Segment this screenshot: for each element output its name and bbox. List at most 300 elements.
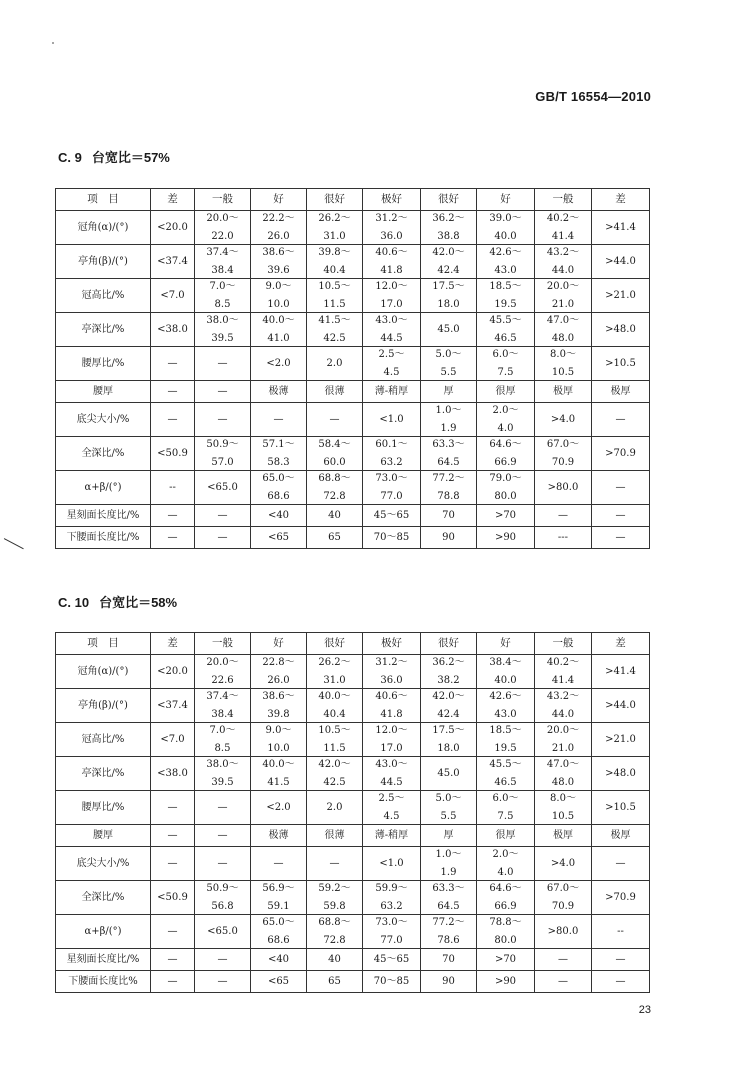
range-start: 1.0～ <box>435 848 462 860</box>
range-start: 37.4～ <box>206 246 239 258</box>
row-label: 全深比/% <box>56 437 151 471</box>
table-cell: >44.0 <box>592 689 650 723</box>
column-header: 很好 <box>421 189 477 211</box>
table-cell <box>251 915 307 949</box>
range-cell <box>535 760 591 788</box>
range-cell <box>363 440 420 468</box>
section-title: 台宽比＝57% <box>91 150 170 165</box>
range-start: 6.0～ <box>492 792 519 804</box>
range-start: 56.9～ <box>262 882 295 894</box>
range-cell <box>421 282 476 310</box>
range-end: 31.0 <box>323 674 346 686</box>
row-label: 下腰面长度比% <box>56 971 151 993</box>
table-cell <box>477 881 535 915</box>
table-cell: <37.4 <box>151 689 195 723</box>
table-cell <box>363 791 421 825</box>
range-end: 63.2 <box>380 900 403 912</box>
table-row <box>56 403 650 437</box>
table-cell: 极厚 <box>535 381 592 403</box>
range-cell <box>477 692 534 720</box>
range-cell <box>477 850 534 878</box>
table-cell: 极厚 <box>592 381 650 403</box>
range-end: 66.9 <box>494 456 517 468</box>
range-end: 41.4 <box>551 674 575 686</box>
range-start: 10.5～ <box>318 724 351 736</box>
range-cell <box>421 692 476 720</box>
table-cell <box>477 211 535 245</box>
table-cell: — <box>307 403 363 437</box>
table-cell: >44.0 <box>592 245 650 279</box>
table-cell: — <box>251 847 307 881</box>
range-cell <box>307 760 362 788</box>
table-cell <box>421 689 477 723</box>
table-cell <box>535 279 592 313</box>
table-cell <box>477 437 535 471</box>
range-start: 43.0～ <box>375 314 408 326</box>
table-cell: — <box>195 505 251 527</box>
table-row <box>56 847 650 881</box>
table-cell <box>477 471 535 505</box>
table-cell <box>477 723 535 757</box>
table-cell: 厚 <box>421 825 477 847</box>
column-header: 项 目 <box>56 189 151 211</box>
range-end: 40.4 <box>323 708 346 720</box>
table-cell: 70～85 <box>363 527 421 549</box>
row-label: 冠高比/% <box>56 723 151 757</box>
range-start: 40.2～ <box>546 656 580 668</box>
range-start: 40.0～ <box>262 314 295 326</box>
range-cell <box>195 440 250 468</box>
range-start: 42.0～ <box>318 758 351 770</box>
range-end: 39.5 <box>211 776 234 788</box>
section-heading-c10 <box>58 592 177 611</box>
table-cell: <50.9 <box>151 437 195 471</box>
row-label: 亭深比/% <box>56 313 151 347</box>
table-cell: >41.4 <box>592 211 650 245</box>
margin-pen-mark <box>4 538 24 549</box>
column-header: 项 目 <box>56 633 151 655</box>
range-start: 18.5～ <box>489 724 522 736</box>
range-cell <box>251 282 306 310</box>
table-cell: 45～65 <box>363 949 421 971</box>
range-cell <box>363 350 420 378</box>
column-header: 差 <box>151 633 195 655</box>
row-label: 下腰面长度比/% <box>56 527 151 549</box>
range-end: 17.0 <box>380 298 403 310</box>
table-cell <box>477 847 535 881</box>
table-cell: <38.0 <box>151 313 195 347</box>
table-cell: — <box>195 527 251 549</box>
range-end: 31.0 <box>323 230 346 242</box>
range-start: 38.0～ <box>206 314 239 326</box>
range-end: 41.5 <box>267 776 290 788</box>
range-end: 18.0 <box>437 298 460 310</box>
table-cell <box>535 437 592 471</box>
range-cell <box>251 214 306 242</box>
range-start: 42.6～ <box>489 690 522 702</box>
range-end: 42.4 <box>437 264 460 276</box>
range-end: 8.5 <box>214 298 231 310</box>
table-cell: >41.4 <box>592 655 650 689</box>
range-cell <box>251 760 306 788</box>
range-start: 20.0～ <box>546 724 580 736</box>
table-cell: — <box>592 971 650 993</box>
table-cell: <38.0 <box>151 757 195 791</box>
column-header: 一般 <box>195 633 251 655</box>
range-end: 78.6 <box>437 934 460 946</box>
page-number: 23 <box>638 1004 651 1016</box>
table-cell: 2.0 <box>307 791 363 825</box>
table-cell <box>363 313 421 347</box>
table-cell: <2.0 <box>251 791 307 825</box>
table-row <box>56 245 650 279</box>
range-end: 10.0 <box>267 742 290 754</box>
table-cell <box>307 655 363 689</box>
range-cell <box>535 214 591 242</box>
row-label: 星刻面长度比/% <box>56 505 151 527</box>
table-cell <box>251 723 307 757</box>
table-cell <box>477 655 535 689</box>
column-header: 很好 <box>307 189 363 211</box>
range-cell <box>195 658 250 686</box>
range-end: 39.5 <box>211 332 234 344</box>
range-start: 6.0～ <box>492 348 519 360</box>
range-cell <box>477 316 534 344</box>
table-cell: — <box>592 949 650 971</box>
range-end: 39.8 <box>267 708 290 720</box>
range-end: 77.0 <box>380 934 403 946</box>
table-cell <box>307 279 363 313</box>
table-cell: — <box>535 949 592 971</box>
section-number: C. 10 <box>58 595 90 610</box>
range-start: 59.2～ <box>318 882 351 894</box>
table-cell: <1.0 <box>363 403 421 437</box>
range-cell <box>251 884 306 912</box>
table-cell <box>195 689 251 723</box>
range-end: 10.0 <box>267 298 290 310</box>
range-end: 72.8 <box>323 490 346 502</box>
column-header: 好 <box>477 633 535 655</box>
range-end: 22.6 <box>211 674 234 686</box>
range-end: 21.0 <box>551 298 575 310</box>
table-cell <box>477 791 535 825</box>
range-cell <box>535 282 591 310</box>
range-start: 39.8～ <box>318 246 351 258</box>
table-cell: 很薄 <box>307 381 363 403</box>
table-row <box>56 381 650 403</box>
range-start: 5.0～ <box>435 792 462 804</box>
table-cell <box>363 347 421 381</box>
range-cell <box>421 658 476 686</box>
table-cell: 65 <box>307 971 363 993</box>
range-cell <box>307 918 362 946</box>
range-end: 63.2 <box>380 456 403 468</box>
table-cell: — <box>195 825 251 847</box>
range-start: 45.5～ <box>489 314 522 326</box>
table-cell: >70.9 <box>592 437 650 471</box>
table-cell <box>251 689 307 723</box>
section-title: 台宽比＝58% <box>99 595 178 610</box>
range-end: 64.5 <box>437 456 460 468</box>
table-cell <box>535 881 592 915</box>
range-cell <box>477 760 534 788</box>
range-end: 41.8 <box>380 264 403 276</box>
table-cell: — <box>195 949 251 971</box>
range-start: 42.6～ <box>489 246 522 258</box>
table-cell: — <box>151 791 195 825</box>
range-start: 68.8～ <box>318 472 351 484</box>
table-row <box>56 971 650 993</box>
row-label: 全深比/% <box>56 881 151 915</box>
range-cell <box>195 248 250 276</box>
table-cell: -- <box>592 915 650 949</box>
range-end: 38.4 <box>211 708 234 720</box>
table-cell: — <box>307 847 363 881</box>
table-cell: — <box>151 825 195 847</box>
table-cell: >70 <box>477 949 535 971</box>
table-cell <box>307 757 363 791</box>
grading-table-c10 <box>55 632 650 993</box>
table-row <box>56 655 650 689</box>
range-end: 11.5 <box>323 742 346 754</box>
range-end: 68.6 <box>267 934 290 946</box>
range-end: 5.5 <box>440 810 457 822</box>
table-cell: — <box>151 381 195 403</box>
table-cell: — <box>251 403 307 437</box>
range-start: 26.2～ <box>318 212 351 224</box>
range-cell <box>195 760 250 788</box>
range-cell <box>363 282 420 310</box>
table-cell: 极厚 <box>592 825 650 847</box>
table-cell: <65 <box>251 971 307 993</box>
row-label: 冠高比/% <box>56 279 151 313</box>
table-cell <box>421 723 477 757</box>
table-cell: <2.0 <box>251 347 307 381</box>
table-cell <box>195 313 251 347</box>
table-cell: — <box>195 347 251 381</box>
range-end: 46.5 <box>494 776 517 788</box>
table-cell <box>307 689 363 723</box>
range-end: 8.5 <box>214 742 231 754</box>
table-cell <box>535 655 592 689</box>
range-start: 41.5～ <box>318 314 351 326</box>
table-cell <box>251 655 307 689</box>
range-cell <box>421 850 476 878</box>
range-cell <box>307 282 362 310</box>
range-start: 60.1～ <box>375 438 408 450</box>
column-header: 很好 <box>307 633 363 655</box>
table-cell <box>421 279 477 313</box>
range-cell <box>307 692 362 720</box>
range-start: 31.2～ <box>375 212 408 224</box>
row-label: 亭角(β)/(°) <box>56 245 151 279</box>
range-cell <box>477 726 534 754</box>
table-cell <box>251 881 307 915</box>
range-cell <box>363 474 420 502</box>
range-end: 60.0 <box>323 456 346 468</box>
table-cell: <40 <box>251 505 307 527</box>
range-cell <box>363 760 420 788</box>
table-cell <box>421 471 477 505</box>
range-start: 73.0～ <box>375 916 408 928</box>
table-cell <box>251 279 307 313</box>
table-cell: <20.0 <box>151 211 195 245</box>
table-row <box>56 279 650 313</box>
column-header: 一般 <box>535 189 592 211</box>
range-cell <box>363 658 420 686</box>
table-cell: 45.0 <box>421 313 477 347</box>
range-start: 40.2～ <box>546 212 580 224</box>
table-cell: >70 <box>477 505 535 527</box>
range-cell <box>307 440 362 468</box>
table-cell: >48.0 <box>592 757 650 791</box>
range-cell <box>251 918 306 946</box>
range-start: 8.0～ <box>550 792 576 804</box>
range-cell <box>195 214 250 242</box>
range-start: 2.5～ <box>378 792 405 804</box>
table-cell <box>535 347 592 381</box>
table-cell: >4.0 <box>535 847 592 881</box>
range-cell <box>421 884 476 912</box>
table-cell: — <box>535 505 592 527</box>
range-cell <box>363 316 420 344</box>
range-start: 2.0～ <box>492 848 519 860</box>
table-row <box>56 723 650 757</box>
table-row <box>56 757 650 791</box>
range-end: 43.0 <box>494 708 517 720</box>
range-cell <box>363 248 420 276</box>
range-cell <box>535 316 591 344</box>
table-cell: <37.4 <box>151 245 195 279</box>
range-cell <box>251 316 306 344</box>
range-end: 10.5 <box>551 810 575 822</box>
row-label: α+β/(°) <box>56 471 151 505</box>
range-start: 2.5～ <box>378 348 405 360</box>
table-cell: — <box>195 847 251 881</box>
range-start: 36.2～ <box>432 656 465 668</box>
range-cell <box>363 214 420 242</box>
range-cell <box>421 406 476 434</box>
range-end: 26.0 <box>267 230 290 242</box>
range-cell <box>535 794 591 822</box>
table-cell: 薄-稍厚 <box>363 825 421 847</box>
range-cell <box>363 918 420 946</box>
row-label: 底尖大小/% <box>56 403 151 437</box>
table-row <box>56 949 650 971</box>
range-start: 67.0～ <box>546 438 580 450</box>
table-cell <box>477 245 535 279</box>
range-end: 78.8 <box>437 490 460 502</box>
range-end: 42.5 <box>323 332 346 344</box>
range-cell <box>307 884 362 912</box>
table-row <box>56 825 650 847</box>
table-cell <box>421 881 477 915</box>
range-cell <box>251 692 306 720</box>
range-end: 38.2 <box>437 674 460 686</box>
table-cell: >10.5 <box>592 347 650 381</box>
range-cell <box>535 884 591 912</box>
range-cell <box>477 406 534 434</box>
range-cell <box>363 692 420 720</box>
range-start: 58.4～ <box>318 438 351 450</box>
table-cell <box>307 915 363 949</box>
table-cell <box>421 791 477 825</box>
range-start: 45.5～ <box>489 758 522 770</box>
range-start: 43.0～ <box>375 758 408 770</box>
table-row <box>56 313 650 347</box>
range-start: 40.6～ <box>375 246 408 258</box>
range-start: 18.5～ <box>489 280 522 292</box>
column-header: 一般 <box>195 189 251 211</box>
range-start: 64.6～ <box>489 882 522 894</box>
range-end: 26.0 <box>267 674 290 686</box>
range-end: 40.0 <box>494 674 517 686</box>
range-cell <box>477 918 534 946</box>
range-start: 63.3～ <box>432 438 465 450</box>
table-cell: 很厚 <box>477 381 535 403</box>
range-end: 77.0 <box>380 490 403 502</box>
range-start: 65.0～ <box>262 916 295 928</box>
table-cell: — <box>195 791 251 825</box>
table-cell <box>251 245 307 279</box>
table-row <box>56 791 650 825</box>
table-cell: — <box>195 971 251 993</box>
table-cell: 极薄 <box>251 381 307 403</box>
range-end: 18.0 <box>437 742 460 754</box>
table-cell <box>195 211 251 245</box>
row-label: 亭角(β)/(°) <box>56 689 151 723</box>
section-number: C. 9 <box>58 150 82 165</box>
range-cell <box>477 350 534 378</box>
table-cell: — <box>592 471 650 505</box>
range-end: 1.9 <box>440 866 457 878</box>
table-cell: --- <box>535 527 592 549</box>
range-start: 26.2～ <box>318 656 351 668</box>
table-cell: — <box>151 847 195 881</box>
range-end: 70.9 <box>551 900 575 912</box>
column-header: 好 <box>251 633 307 655</box>
range-start: 43.2～ <box>546 246 580 258</box>
range-start: 9.0～ <box>265 724 292 736</box>
table-row <box>56 211 650 245</box>
table-cell <box>363 245 421 279</box>
range-cell <box>307 316 362 344</box>
range-cell <box>307 214 362 242</box>
table-cell: >10.5 <box>592 791 650 825</box>
table-cell: 2.0 <box>307 347 363 381</box>
range-cell <box>251 726 306 754</box>
table-cell <box>421 347 477 381</box>
table-cell <box>195 881 251 915</box>
range-cell <box>195 282 250 310</box>
table-cell <box>535 211 592 245</box>
table-cell <box>535 757 592 791</box>
table-cell: <65.0 <box>195 915 251 949</box>
table-cell: 40 <box>307 949 363 971</box>
range-start: 8.0～ <box>550 348 576 360</box>
table-cell: <40 <box>251 949 307 971</box>
table-row <box>56 347 650 381</box>
table-cell: — <box>151 403 195 437</box>
table-cell <box>251 757 307 791</box>
range-end: 11.5 <box>323 298 346 310</box>
table-cell <box>307 245 363 279</box>
table-cell <box>421 655 477 689</box>
range-start: 38.6～ <box>262 690 295 702</box>
row-label: 腰厚比/% <box>56 347 151 381</box>
column-header: 差 <box>151 189 195 211</box>
table-cell <box>195 279 251 313</box>
